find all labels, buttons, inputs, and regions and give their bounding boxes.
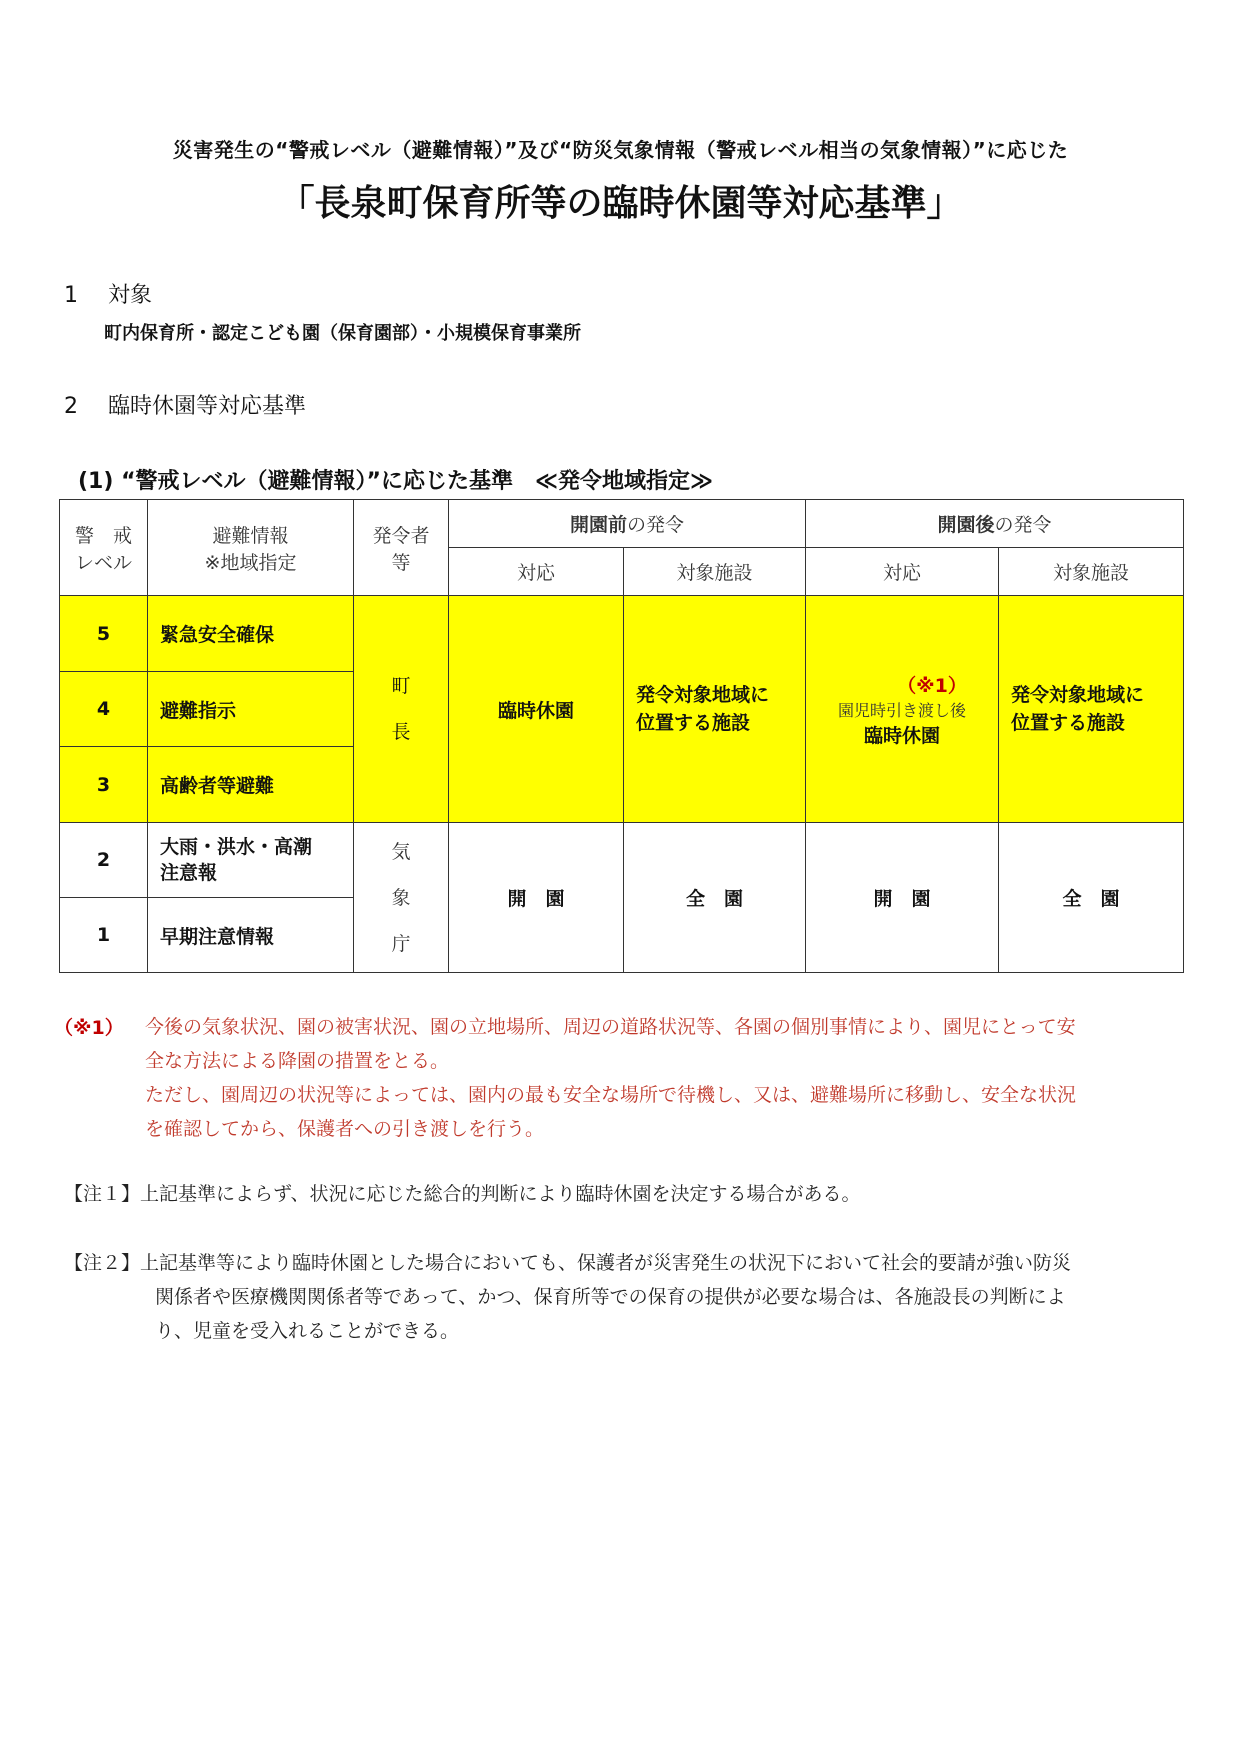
section-1-text: 町内保育所・認定こども園（保育園部）・小規模保育事業所 <box>104 323 581 344</box>
evac-info-cell: 高齢者等避難 <box>148 747 354 823</box>
level-cell: 2 <box>60 823 148 898</box>
note-2-label: 【注２】 <box>64 1252 141 1274</box>
header-before-response: 対応 <box>449 548 624 596</box>
section-1-number: 1 <box>64 283 78 308</box>
header-issuer: 発令者 等 <box>354 500 449 596</box>
header-before-opening: 開園前の発令 <box>449 500 806 548</box>
issuer-weather-cell: 気 象 庁 <box>354 823 449 973</box>
section-1-heading <box>64 278 152 309</box>
section-2-title: 臨時休園等対応基準 <box>108 394 307 419</box>
criteria-table <box>59 499 1184 973</box>
level-cell: 4 <box>60 672 148 747</box>
section-2-number: 2 <box>64 394 78 419</box>
table-row <box>60 823 1184 898</box>
level-cell: 5 <box>60 596 148 672</box>
after-facility-all: 全 園 <box>999 823 1184 973</box>
evac-info-cell: 緊急安全確保 <box>148 596 354 672</box>
before-response-closure: 臨時休園 <box>449 596 624 823</box>
subsection-1-heading: (1) “警戒レベル（避難情報）”に応じた基準 ≪発令地域指定≫ <box>78 469 714 494</box>
header-after-facility: 対象施設 <box>999 548 1184 596</box>
note-1-label: 【注１】 <box>64 1183 141 1205</box>
header-after-response: 対応 <box>806 548 999 596</box>
header-level: 警 戒 レベル <box>60 500 148 596</box>
before-response-open: 開 園 <box>449 823 624 973</box>
evac-info-cell: 大雨・洪水・高潮 注意報 <box>148 823 354 898</box>
table-row <box>60 596 1184 672</box>
header-after-opening: 開園後の発令 <box>806 500 1184 548</box>
evac-info-cell: 避難指示 <box>148 672 354 747</box>
header-evac-info: 避難情報 ※地域指定 <box>148 500 354 596</box>
note-star-text: 今後の気象状況、園の被害状況、園の立地場所、周辺の道路状況等、各園の個別事情により、園児にとって安 全な方法による降園の措置をとる。 ただし、園周辺の状況等によっては、園内の最も安全な場所で待機し、又は、避難場所に移動し、安全な状況 を確認してから、保護者への引き渡しを行う。 <box>145 1016 1077 1140</box>
note-star-mark: （※1） <box>54 1017 124 1039</box>
section-1-title: 対象 <box>108 283 153 308</box>
before-facility-target: 発令対象地域に 位置する施設 <box>624 596 806 823</box>
before-facility-all: 全 園 <box>624 823 806 973</box>
after-response-closure: （※1） 園児時引き渡し後 臨時休園 <box>806 596 999 823</box>
note-1 <box>64 1177 861 1211</box>
section-2-heading <box>64 389 306 420</box>
note-2-text: 上記基準等により臨時休園とした場合においても、保護者が災害発生の状況下において社会的要請が強い防災 関係者や医療機関関係者等であって、かつ、保育所等での保育の提供が必要な場合は、各施設長の判断によ り、児童を受入れることができる。 <box>140 1252 1072 1342</box>
note-1-text: 上記基準によらず、状況に応じた総合的判断により臨時休園を決定する場合がある。 <box>140 1183 861 1205</box>
title-subtitle: 災害発生の“警戒レベル（避難情報）”及び“防災気象情報（警戒レベル相当の気象情報）”に応じた <box>172 138 1069 162</box>
level-cell: 1 <box>60 898 148 973</box>
after-facility-target: 発令対象地域に 位置する施設 <box>999 596 1184 823</box>
after-response-open: 開 園 <box>806 823 999 973</box>
page-title: 「長泉町保育所等の臨時休園等対応基準」 <box>278 183 963 224</box>
issuer-town-cell: 町 長 <box>354 596 449 823</box>
level-cell: 3 <box>60 747 148 823</box>
evac-info-cell: 早期注意情報 <box>148 898 354 973</box>
header-before-facility: 対象施設 <box>624 548 806 596</box>
